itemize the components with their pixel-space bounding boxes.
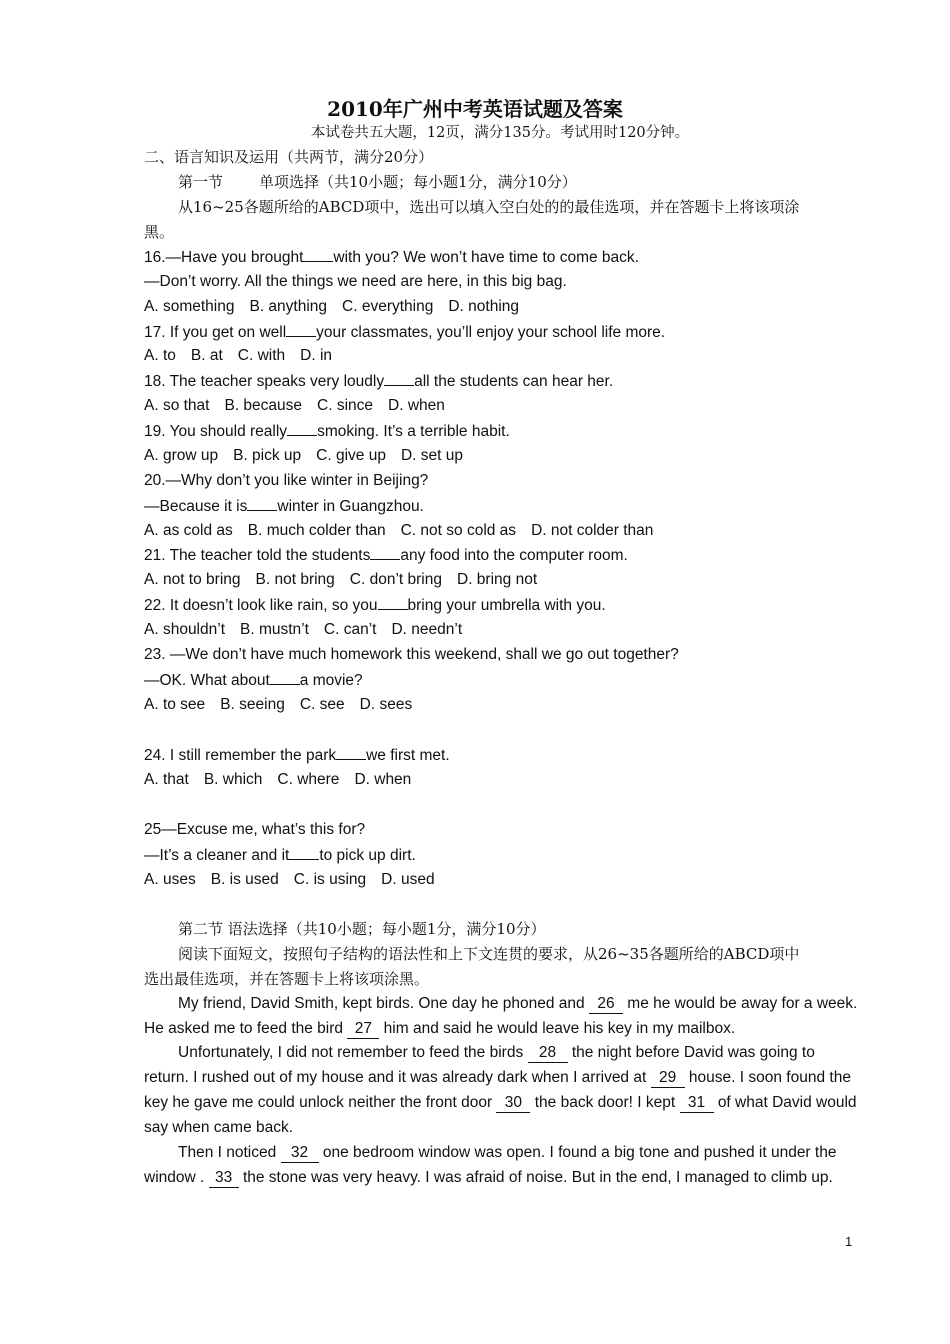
question-23-reply: —OK. What about a movie? <box>144 668 363 693</box>
part1-instruction-cont: 黑。 <box>144 223 175 241</box>
passage-line: My friend, David Smith, kept birds. One day he phoned and 26 me he would be away for a week. <box>178 995 858 1012</box>
question-16-reply: —Don’t worry. All the things we need are here, in this big bag. <box>144 273 567 290</box>
passage-line: return. I rushed out of my house and it was already dark when I arrived at 29 house. I soon found the <box>144 1069 851 1086</box>
section-header: 二、语言知识及运用（共两节，满分20分） <box>144 148 434 166</box>
question-23-options: A. to see B. seeing C. see D. sees <box>144 696 413 713</box>
answer-blank <box>378 593 408 610</box>
question-16-options: A. something B. anything C. everything D. nothing <box>144 298 520 315</box>
question-21-options: A. not to bring B. not bring C. don’t bring D. bring not <box>144 571 538 588</box>
question-18: 18. The teacher speaks very loudly all the students can hear her. <box>144 369 613 394</box>
answer-blank <box>370 543 400 560</box>
question-20-options: A. as cold as B. much colder than C. not so cold as D. not colder than <box>144 522 654 539</box>
question-25: 25—Excuse me, what’s this for? <box>144 821 366 838</box>
question-20-reply: —Because it is winter in Guangzhou. <box>144 494 424 519</box>
exam-info: 本试卷共五大题，12页，满分135分。考试用时120分钟。 <box>310 125 690 141</box>
question-25-reply: —It’s a cleaner and it to pick up dirt. <box>144 843 416 868</box>
answer-blank <box>270 668 300 685</box>
question-23: 23. —We don’t have much homework this weekend, shall we go out together? <box>144 646 679 663</box>
page-title: 2010年广州中考英语试题及答案 <box>327 97 623 121</box>
answer-blank <box>303 245 333 262</box>
page-number: 1 <box>845 1234 853 1249</box>
passage-line: Unfortunately, I did not remember to feed the birds 28 the night before David was going to <box>178 1044 815 1061</box>
answer-blank <box>384 369 414 386</box>
question-20: 20.—Why don’t you like winter in Beijing? <box>144 472 429 489</box>
answer-blank <box>336 743 366 760</box>
passage-line: say when came back. <box>144 1119 294 1136</box>
part1-header: 第一节 单项选择（共10小题；每小题1分，满分10分） <box>178 173 577 191</box>
blank-number: 32 <box>281 1144 319 1163</box>
question-17: 17. If you get on well your classmates, you’ll enjoy your school life more. <box>144 320 665 345</box>
blank-number: 31 <box>680 1094 714 1113</box>
question-18-options: A. so that B. because C. since D. when <box>144 397 445 414</box>
passage-line: window . 33 the stone was very heavy. I was afraid of noise. But in the end, I managed to climb up. <box>144 1169 833 1186</box>
blank-number: 30 <box>496 1094 530 1113</box>
question-24: 24. I still remember the park we first met. <box>144 743 450 768</box>
part2-instruction-cont: 选出最佳选项，并在答题卡上将该项涂黑。 <box>144 970 430 988</box>
part1-instruction: 从16~25各题所给的ABCD项中，选出可以填入空白处的的最佳选项，并在答题卡上将该项涂 <box>178 198 800 216</box>
blank-number: 33 <box>209 1169 239 1188</box>
passage-line: key he gave me could unlock neither the front door 30 the back door! I kept 31 of what David would <box>144 1094 857 1111</box>
part2-instruction: 阅读下面短文，按照句子结构的语法性和上下文连贯的要求，从26~35各题所给的ABCD项中 <box>178 945 800 963</box>
question-22-options: A. shouldn’t B. mustn’t C. can’t D. needn’t <box>144 621 463 638</box>
question-25-options: A. uses B. is used C. is using D. used <box>144 871 435 888</box>
answer-blank <box>289 843 319 860</box>
blank-number: 28 <box>528 1044 568 1063</box>
question-21: 21. The teacher told the students any food into the computer room. <box>144 543 628 568</box>
part2-header: 第二节 语法选择（共10小题；每小题1分，满分10分） <box>178 920 546 938</box>
passage-line: He asked me to feed the bird 27 him and said he would leave his key in my mailbox. <box>144 1020 736 1037</box>
question-17-options: A. to B. at C. with D. in <box>144 347 333 364</box>
question-19-options: A. grow up B. pick up C. give up D. set up <box>144 447 463 464</box>
question-22: 22. It doesn’t look like rain, so you bring your umbrella with you. <box>144 593 606 618</box>
answer-blank <box>287 419 317 436</box>
passage-line: Then I noticed 32 one bedroom window was open. I found a big tone and pushed it under the <box>178 1144 837 1161</box>
blank-number: 26 <box>589 995 623 1014</box>
blank-number: 27 <box>347 1020 379 1039</box>
blank-number: 29 <box>651 1069 685 1088</box>
answer-blank <box>286 320 316 337</box>
answer-blank <box>247 494 277 511</box>
question-16: 16.—Have you brought with you? We won’t have time to come back. <box>144 245 639 270</box>
question-24-options: A. that B. which C. where D. when <box>144 771 412 788</box>
question-19: 19. You should really smoking. It’s a terrible habit. <box>144 419 510 444</box>
